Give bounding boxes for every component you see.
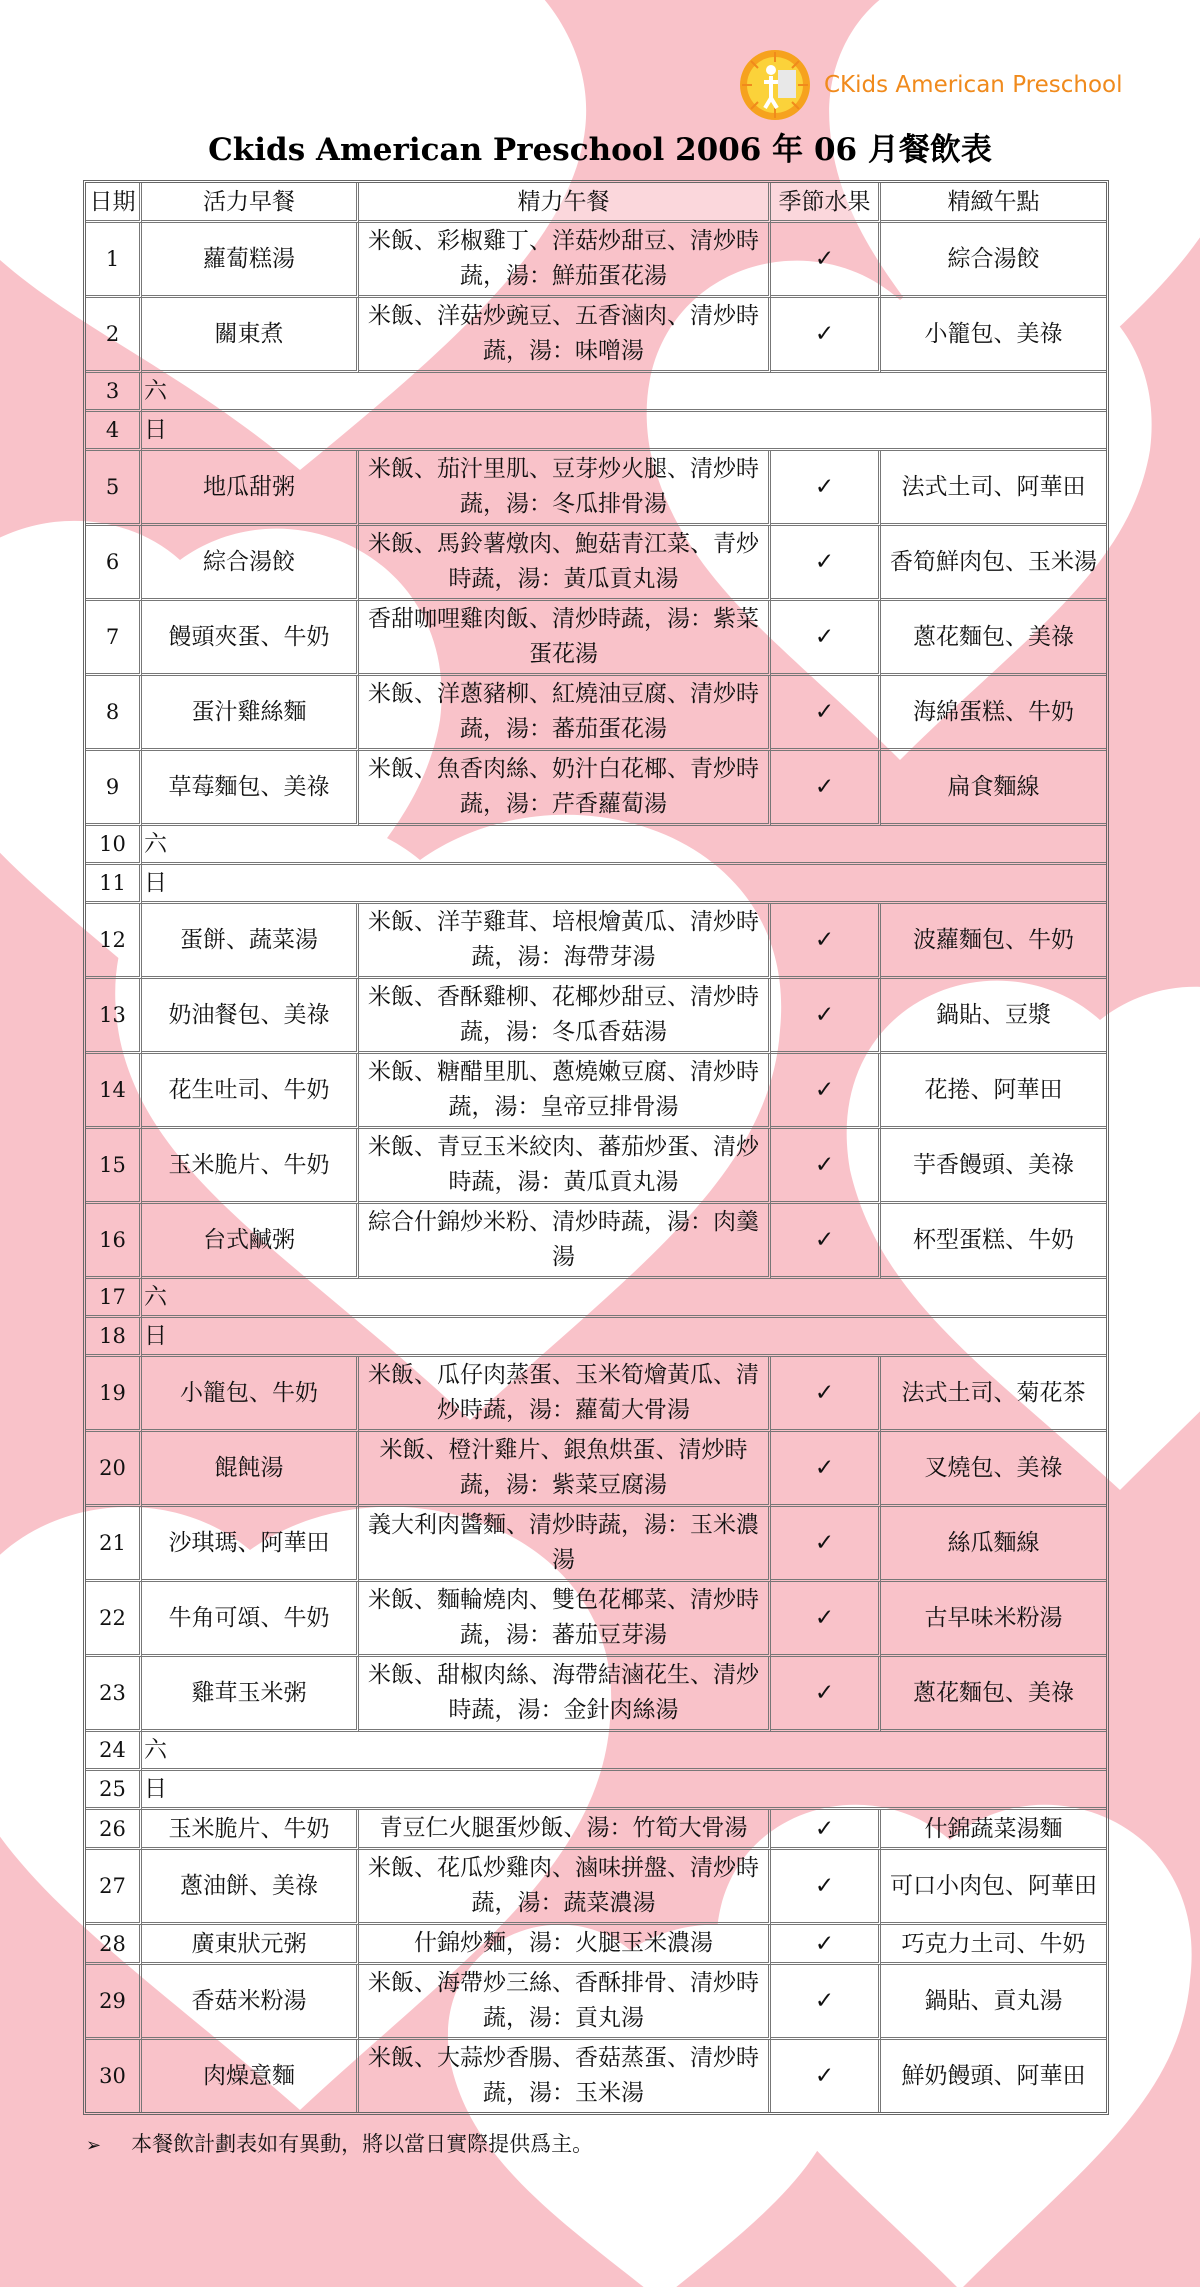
day-number-cell: 6 [86,526,142,601]
table-row [86,298,1106,373]
lunch-cell: 米飯、糖醋里肌、蔥燒嫩豆腐、清炒時蔬，湯：皇帝豆排骨湯 [359,1054,771,1129]
day-number-cell: 17 [86,1279,142,1318]
table-row [86,904,1106,979]
fruit-check-cell: ✓ [771,1850,881,1925]
weekend-label-cell: 六 [142,373,1106,412]
table-row [86,1657,1106,1732]
day-number-cell: 11 [86,865,142,904]
table-row [86,1507,1106,1582]
fruit-check-cell: ✓ [771,298,881,373]
breakfast-cell: 關東煮 [142,298,359,373]
day-number-cell: 18 [86,1318,142,1357]
snack-cell: 海綿蛋糕、牛奶 [881,676,1106,751]
table-row [86,826,1106,865]
breakfast-cell: 饅頭夾蛋、牛奶 [142,601,359,676]
table-body [86,223,1106,2112]
breakfast-cell: 肉燥意麵 [142,2040,359,2112]
table-row [86,1318,1106,1357]
day-number-cell: 5 [86,451,142,526]
weekend-label-cell: 日 [142,412,1106,451]
table-row [86,1054,1106,1129]
table-row [86,1810,1106,1850]
lunch-cell: 米飯、茄汁里肌、豆芽炒火腿、清炒時蔬，湯：冬瓜排骨湯 [359,451,771,526]
fruit-check-cell: ✓ [771,2040,881,2112]
day-number-cell: 1 [86,223,142,298]
day-number-cell: 21 [86,1507,142,1582]
breakfast-cell: 雞茸玉米粥 [142,1657,359,1732]
table-row [86,865,1106,904]
snack-cell: 古早味米粉湯 [881,1582,1106,1657]
day-number-cell: 29 [86,1965,142,2040]
day-number-cell: 12 [86,904,142,979]
weekend-label-cell: 日 [142,1771,1106,1810]
breakfast-cell: 小籠包、牛奶 [142,1357,359,1432]
page-title: Ckids American Preschool 2006 年 06 月餐飲表 [208,132,992,168]
table-row [86,223,1106,298]
snack-cell: 什錦蔬菜湯麵 [881,1810,1106,1850]
breakfast-cell: 草莓麵包、美祿 [142,751,359,826]
lunch-cell: 米飯、海帶炒三絲、香酥排骨、清炒時蔬，湯：貢丸湯 [359,1965,771,2040]
fruit-check-cell: ✓ [771,601,881,676]
fruit-check-cell: ✓ [771,1204,881,1279]
snack-cell: 叉燒包、美祿 [881,1432,1106,1507]
lunch-cell: 米飯、洋菇炒豌豆、五香滷肉、清炒時蔬，湯：味噌湯 [359,298,771,373]
fruit-check-cell: ✓ [771,1657,881,1732]
lunch-cell: 米飯、瓜仔肉蒸蛋、玉米筍燴黃瓜、清炒時蔬，湯：蘿蔔大骨湯 [359,1357,771,1432]
snack-cell: 蔥花麵包、美祿 [881,1657,1106,1732]
snack-cell: 法式土司、阿華田 [881,451,1106,526]
breakfast-cell: 香菇米粉湯 [142,1965,359,2040]
day-number-cell: 26 [86,1810,142,1850]
brand-header [738,48,1123,122]
day-number-cell: 4 [86,412,142,451]
weekend-label-cell: 六 [142,1279,1106,1318]
table-row [86,1965,1106,2040]
lunch-cell: 米飯、香酥雞柳、花椰炒甜豆、清炒時蔬，湯：冬瓜香菇湯 [359,979,771,1054]
day-number-cell: 22 [86,1582,142,1657]
breakfast-cell: 綜合湯餃 [142,526,359,601]
fruit-check-cell: ✓ [771,1129,881,1204]
breakfast-cell: 玉米脆片、牛奶 [142,1810,359,1850]
table-row [86,1771,1106,1810]
lunch-cell: 米飯、麵輪燒肉、雙色花椰菜、清炒時蔬，湯：蕃茄豆芽湯 [359,1582,771,1657]
day-number-cell: 27 [86,1850,142,1925]
breakfast-cell: 蘿蔔糕湯 [142,223,359,298]
day-number-cell: 23 [86,1657,142,1732]
day-number-cell: 15 [86,1129,142,1204]
lunch-cell: 青豆仁火腿蛋炒飯、湯：竹筍大骨湯 [359,1810,771,1850]
table-row [86,412,1106,451]
breakfast-cell: 沙琪瑪、阿華田 [142,1507,359,1582]
lunch-cell: 香甜咖哩雞肉飯、清炒時蔬，湯：紫菜蛋花湯 [359,601,771,676]
fruit-check-cell: ✓ [771,1810,881,1850]
table-row [86,1432,1106,1507]
meal-schedule-table [83,180,1109,2115]
table-row [86,1279,1106,1318]
table-row [86,1204,1106,1279]
day-number-cell: 25 [86,1771,142,1810]
breakfast-cell: 餛飩湯 [142,1432,359,1507]
lunch-cell: 綜合什錦炒米粉、清炒時蔬，湯：肉羹湯 [359,1204,771,1279]
snack-cell: 扁食麵線 [881,751,1106,826]
lunch-cell: 義大利肉醬麵、清炒時蔬，湯：玉米濃湯 [359,1507,771,1582]
fruit-check-cell: ✓ [771,1925,881,1965]
breakfast-cell: 蔥油餅、美祿 [142,1850,359,1925]
snack-cell: 香筍鮮肉包、玉米湯 [881,526,1106,601]
weekend-label-cell: 六 [142,1732,1106,1771]
table-row [86,1732,1106,1771]
snack-cell: 絲瓜麵線 [881,1507,1106,1582]
table-row [86,2040,1106,2112]
breakfast-cell: 奶油餐包、美祿 [142,979,359,1054]
lunch-cell: 米飯、橙汁雞片、銀魚烘蛋、清炒時蔬，湯：紫菜豆腐湯 [359,1432,771,1507]
lunch-cell: 米飯、馬鈴薯燉肉、鮑菇青江菜、青炒時蔬，湯：黃瓜貢丸湯 [359,526,771,601]
day-number-cell: 8 [86,676,142,751]
fruit-check-cell: ✓ [771,1965,881,2040]
snack-cell: 鍋貼、貢丸湯 [881,1965,1106,2040]
fruit-check-cell: ✓ [771,1582,881,1657]
lunch-cell: 米飯、甜椒肉絲、海帶結滷花生、清炒時蔬，湯：金針肉絲湯 [359,1657,771,1732]
lunch-cell: 米飯、洋芋雞茸、培根燴黃瓜、清炒時蔬，湯：海帶芽湯 [359,904,771,979]
breakfast-cell: 地瓜甜粥 [142,451,359,526]
table-row [86,526,1106,601]
column-header-breakfast: 活力早餐 [142,183,359,223]
snack-cell: 鮮奶饅頭、阿華田 [901,2063,1086,2089]
snack-cell: 波蘿麵包、牛奶 [881,904,1106,979]
snack-cell: 蔥花麵包、美祿 [881,601,1106,676]
table-row [86,451,1106,526]
fruit-check-cell: ✓ [771,451,881,526]
breakfast-cell: 廣東狀元粥 [142,1925,359,1965]
snack-cell: 花捲、阿華田 [881,1054,1106,1129]
lunch-cell: 什錦炒麵，湯：火腿玉米濃湯 [359,1925,771,1965]
breakfast-cell: 玉米脆片、牛奶 [142,1129,359,1204]
day-number-cell: 3 [86,373,142,412]
fruit-check-cell: ✓ [771,751,881,826]
column-header-snack: 精緻午點 [881,183,1106,223]
brand-name: CKids American Preschool [824,72,1123,98]
day-number-cell: 30 [86,2040,142,2112]
lunch-cell: 米飯、洋蔥豬柳、紅燒油豆腐、清炒時蔬，湯：蕃茄蛋花湯 [359,676,771,751]
fruit-check-cell: ✓ [771,1357,881,1432]
lunch-cell: 米飯、青豆玉米絞肉、蕃茄炒蛋、清炒時蔬，湯：黃瓜貢丸湯 [359,1129,771,1204]
fruit-check-cell: ✓ [771,676,881,751]
fruit-check-cell: ✓ [771,904,881,979]
fruit-check-cell: ✓ [771,1507,881,1582]
snack-cell: 杯型蛋糕、牛奶 [881,1204,1106,1279]
table-row [86,676,1106,751]
fruit-check-cell: ✓ [771,223,881,298]
fruit-check-cell: ✓ [771,1432,881,1507]
lunch-cell: 米飯、花瓜炒雞肉、滷味拼盤、清炒時蔬，湯：蔬菜濃湯 [359,1850,771,1925]
day-number-cell: 24 [86,1732,142,1771]
fruit-check-cell: ✓ [771,979,881,1054]
snack-cell: 綜合湯餃 [881,223,1106,298]
table-row [86,1129,1106,1204]
fruit-check-cell: ✓ [771,526,881,601]
table-row [86,979,1106,1054]
fruit-check-cell: ✓ [771,1054,881,1129]
table-row [86,1850,1106,1925]
day-number-cell: 14 [86,1054,142,1129]
footnote-text: 本餐飲計劃表如有異動，將以當日實際提供爲主。 [131,2132,594,2156]
snack-cell: 巧克力土司、牛奶 [881,1925,1106,1965]
sunburst-child-logo [738,48,812,122]
lunch-cell: 米飯、彩椒雞丁、洋菇炒甜豆、清炒時蔬，湯：鮮茄蛋花湯 [359,223,771,298]
column-header-fruit: 季節水果 [771,183,881,223]
snack-cell: 鍋貼、豆漿 [881,979,1106,1054]
table-row [86,1357,1106,1432]
day-number-cell: 7 [86,601,142,676]
lunch-cell: 米飯、大蒜炒香腸、香菇蒸蛋、清炒時蔬，湯：玉米湯 [359,2040,771,2112]
day-number-cell: 16 [86,1204,142,1279]
table-row [86,373,1106,412]
weekend-label-cell: 日 [142,1318,1106,1357]
lunch-cell: 米飯、魚香肉絲、奶汁白花椰、青炒時蔬，湯：芹香蘿蔔湯 [359,751,771,826]
breakfast-cell: 台式鹹粥 [142,1204,359,1279]
day-number-cell: 9 [86,751,142,826]
table-row [86,1582,1106,1657]
snack-cell: 芋香饅頭、美祿 [881,1129,1106,1204]
table-row [86,751,1106,826]
snack-cell: 可口小肉包、阿華田 [881,1850,1106,1925]
breakfast-cell: 蛋汁雞絲麵 [142,676,359,751]
column-header-lunch: 精力午餐 [359,183,771,223]
day-number-cell: 2 [86,298,142,373]
breakfast-cell: 蛋餅、蔬菜湯 [142,904,359,979]
breakfast-cell: 牛角可頌、牛奶 [142,1582,359,1657]
table-row [86,1925,1106,1965]
day-number-cell: 28 [86,1925,142,1965]
day-number-cell: 10 [86,826,142,865]
footnote [86,2128,593,2158]
snack-cell: 小籠包、美祿 [881,298,1106,373]
day-number-cell: 19 [86,1357,142,1432]
weekend-label-cell: 六 [142,826,1106,865]
arrow-bullet-icon: ➢ [86,2135,102,2156]
breakfast-cell: 花生吐司、牛奶 [142,1054,359,1129]
day-number-cell: 20 [86,1432,142,1507]
column-header-date: 日期 [86,183,142,223]
snack-cell: 法式土司、菊花茶 [881,1357,1106,1432]
weekend-label-cell: 日 [142,865,1106,904]
table-row [86,601,1106,676]
table-header-row [86,183,1106,223]
day-number-cell: 13 [86,979,142,1054]
